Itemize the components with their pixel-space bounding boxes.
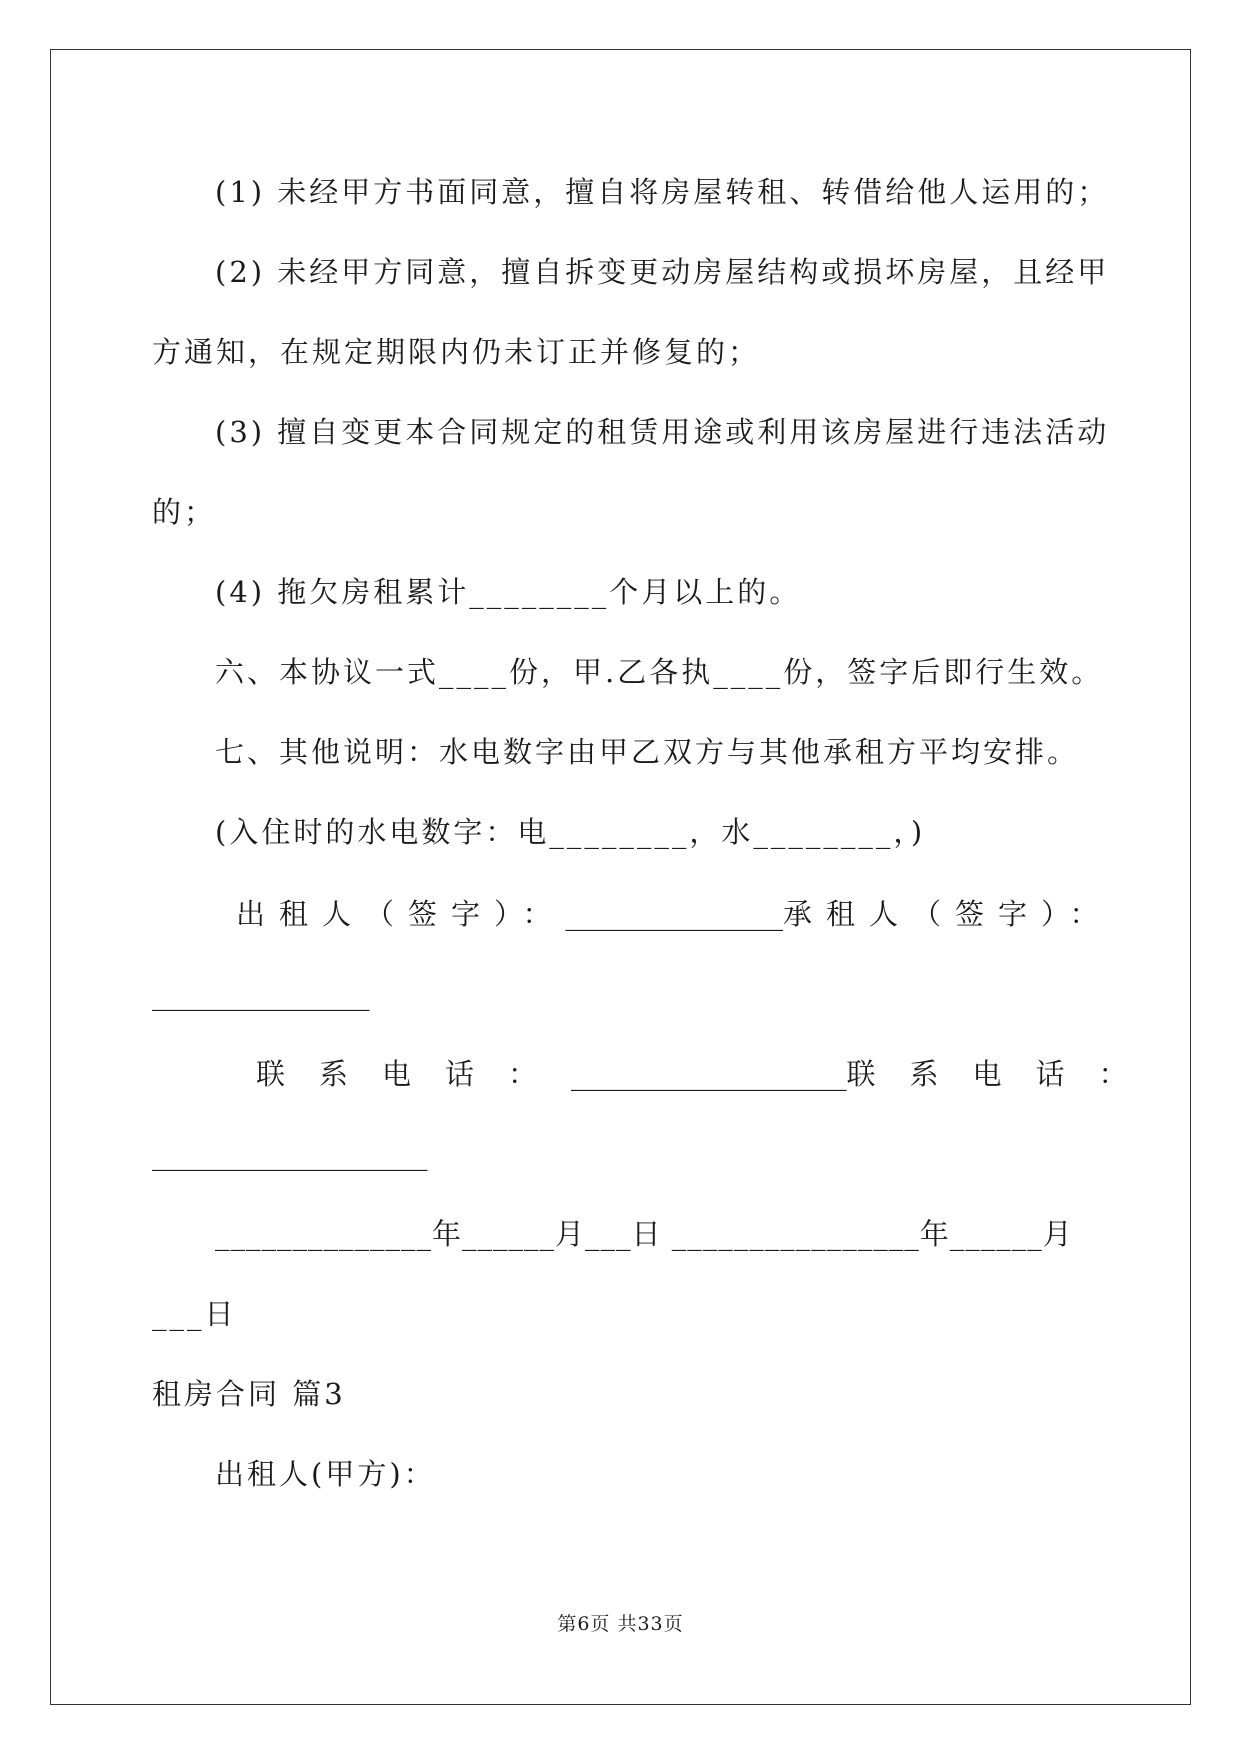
date-line-cont: ___日 [152, 1297, 237, 1331]
page-footer: 第6页 共33页 [557, 1613, 684, 1635]
clause-1: (1) 未经甲方书面同意，擅自将房屋转租、转借给他人运用的； [215, 175, 1110, 209]
party-a-label: 出租人(甲方)： [215, 1457, 436, 1491]
lessor-signature-blank: _______________ [565, 897, 784, 931]
section-title: 租房合同 篇3 [152, 1377, 346, 1411]
meter-readings: (入住时的水电数字：电________，水________，) [215, 815, 926, 849]
lessee-signature-label: 承租人（签字）： [783, 897, 1113, 931]
lessee-phone-label: 联系电话： [846, 1057, 1162, 1091]
date-line: ______________年______月___日 ________________年______月 [215, 1217, 1073, 1251]
signature-row [236, 896, 1113, 932]
lessor-phone-label: 联系电话： [256, 1057, 572, 1091]
phone-row [256, 1056, 1162, 1092]
clause-3: (3) 擅自变更本合同规定的租赁用途或利用该房屋进行违法活动 [215, 415, 1110, 449]
clause-2-cont: 方通知，在规定期限内仍未订正并修复的； [152, 335, 761, 369]
clause-2: (2) 未经甲方同意，擅自拆变更动房屋结构或损坏房屋，且经甲 [215, 255, 1110, 289]
lessor-phone-blank: ___________________ [571, 1057, 847, 1091]
lessor-signature-label: 出租人（签字）： [236, 897, 566, 931]
lessee-phone-blank: ___________________ [152, 1137, 428, 1171]
section-six: 六、本协议一式____份，甲.乙各执____份，签字后即行生效。 [215, 655, 1104, 689]
lessee-signature-blank: _______________ [152, 977, 370, 1011]
clause-4: (4) 拖欠房租累计________个月以上的。 [215, 575, 802, 609]
section-seven: 七、其他说明：水电数字由甲乙双方与其他承租方平均安排。 [215, 735, 1080, 769]
clause-3-cont: 的； [152, 495, 217, 529]
